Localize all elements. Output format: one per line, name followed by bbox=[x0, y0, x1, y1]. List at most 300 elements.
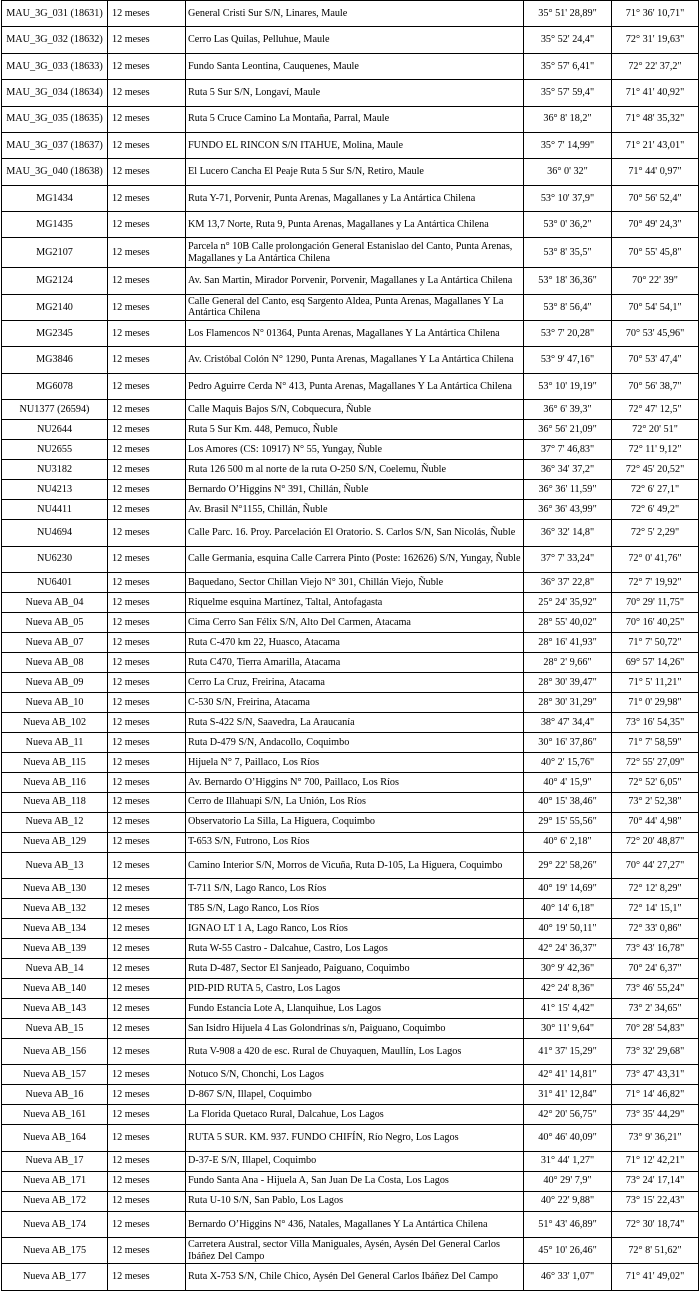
site-id-cell: Nueva AB_171 bbox=[2, 1171, 108, 1191]
longitude-cell: 72° 20' 51" bbox=[612, 420, 699, 440]
period-cell: 12 meses bbox=[108, 572, 186, 592]
address-cell: FUNDO EL RINCON S/N ITAHUE, Molina, Maule bbox=[186, 132, 524, 158]
address-cell: Bernardo O’Higgins N° 436, Natales, Magallanes Y La Antártica Chilena bbox=[186, 1211, 524, 1237]
period-cell: 12 meses bbox=[108, 1, 186, 27]
address-cell: T-653 S/N, Futrono, Los Ríos bbox=[186, 832, 524, 852]
table-row bbox=[2, 500, 699, 520]
table-row bbox=[2, 1038, 699, 1064]
period-cell: 12 meses bbox=[108, 1018, 186, 1038]
site-id-cell: Nueva AB_12 bbox=[2, 812, 108, 832]
longitude-cell: 70° 24' 6,37" bbox=[612, 958, 699, 978]
table-row bbox=[2, 612, 699, 632]
site-id-cell: Nueva AB_129 bbox=[2, 832, 108, 852]
latitude-cell: 53° 10' 37,9" bbox=[524, 185, 612, 211]
table-row bbox=[2, 212, 699, 238]
latitude-cell: 53° 9' 47,16" bbox=[524, 347, 612, 373]
longitude-cell: 70° 54' 54,1" bbox=[612, 294, 699, 320]
table-row bbox=[2, 373, 699, 399]
table-row bbox=[2, 159, 699, 185]
period-cell: 12 meses bbox=[108, 80, 186, 106]
longitude-cell: 72° 7' 19,92" bbox=[612, 572, 699, 592]
address-cell: Ruta C470, Tierra Amarilla, Atacama bbox=[186, 652, 524, 672]
latitude-cell: 46° 33' 1,07" bbox=[524, 1264, 612, 1290]
period-cell: 12 meses bbox=[108, 1105, 186, 1125]
site-id-cell: MG1434 bbox=[2, 185, 108, 211]
table-row bbox=[2, 53, 699, 79]
table-row bbox=[2, 480, 699, 500]
table-row bbox=[2, 440, 699, 460]
address-cell: El Lucero Cancha El Peaje Ruta 5 Sur S/N, Retiro, Maule bbox=[186, 159, 524, 185]
longitude-cell: 73° 15' 22,43" bbox=[612, 1191, 699, 1211]
site-id-cell: Nueva AB_115 bbox=[2, 752, 108, 772]
table-row bbox=[2, 879, 699, 899]
table-row bbox=[2, 520, 699, 546]
latitude-cell: 36° 32' 14,8" bbox=[524, 520, 612, 546]
address-cell: T85 S/N, Lago Ranco, Los Ríos bbox=[186, 899, 524, 919]
latitude-cell: 35° 57' 59,4" bbox=[524, 80, 612, 106]
longitude-cell: 69° 57' 14,26" bbox=[612, 652, 699, 672]
table-row bbox=[2, 1211, 699, 1237]
period-cell: 12 meses bbox=[108, 899, 186, 919]
address-cell: Calle Maquis Bajos S/N, Cobquecura, Ñuble bbox=[186, 400, 524, 420]
address-cell: Cerro La Cruz, Freirina, Atacama bbox=[186, 672, 524, 692]
longitude-cell: 73° 46' 55,24" bbox=[612, 978, 699, 998]
site-id-cell: MG6078 bbox=[2, 373, 108, 399]
address-cell: Fundo Santa Ana - Hijuela A, San Juan De La Costa, Los Lagos bbox=[186, 1171, 524, 1191]
site-id-cell: Nueva AB_156 bbox=[2, 1038, 108, 1064]
site-id-cell: MAU_3G_031 (18631) bbox=[2, 1, 108, 27]
site-id-cell: MG2140 bbox=[2, 294, 108, 320]
longitude-cell: 72° 11' 9,12" bbox=[612, 440, 699, 460]
address-cell: Ruta 5 Sur S/N, Longaví, Maule bbox=[186, 80, 524, 106]
latitude-cell: 29° 22' 58,26" bbox=[524, 852, 612, 878]
address-cell: Ruta D-479 S/N, Andacollo, Coquimbo bbox=[186, 732, 524, 752]
latitude-cell: 42° 24' 8,36" bbox=[524, 978, 612, 998]
latitude-cell: 53° 10' 19,19" bbox=[524, 373, 612, 399]
latitude-cell: 40° 4' 15,9" bbox=[524, 772, 612, 792]
longitude-cell: 71° 21' 43,01" bbox=[612, 132, 699, 158]
longitude-cell: 73° 2' 52,38" bbox=[612, 792, 699, 812]
site-id-cell: MAU_3G_033 (18633) bbox=[2, 53, 108, 79]
period-cell: 12 meses bbox=[108, 1237, 186, 1263]
period-cell: 12 meses bbox=[108, 268, 186, 294]
site-id-cell: NU6401 bbox=[2, 572, 108, 592]
table-row bbox=[2, 268, 699, 294]
period-cell: 12 meses bbox=[108, 712, 186, 732]
site-id-cell: MAU_3G_035 (18635) bbox=[2, 106, 108, 132]
latitude-cell: 36° 36' 43,99" bbox=[524, 500, 612, 520]
longitude-cell: 71° 12' 42,21" bbox=[612, 1151, 699, 1171]
longitude-cell: 72° 31' 19,63" bbox=[612, 27, 699, 53]
longitude-cell: 70° 22' 39" bbox=[612, 268, 699, 294]
period-cell: 12 meses bbox=[108, 692, 186, 712]
site-id-cell: Nueva AB_05 bbox=[2, 612, 108, 632]
latitude-cell: 42° 41' 14,81" bbox=[524, 1065, 612, 1085]
table-row bbox=[2, 592, 699, 612]
address-cell: T-711 S/N, Lago Ranco, Los Ríos bbox=[186, 879, 524, 899]
latitude-cell: 28° 16' 41,93" bbox=[524, 632, 612, 652]
site-id-cell: MAU_3G_034 (18634) bbox=[2, 80, 108, 106]
site-id-cell: MAU_3G_037 (18637) bbox=[2, 132, 108, 158]
period-cell: 12 meses bbox=[108, 792, 186, 812]
site-id-cell: NU3182 bbox=[2, 460, 108, 480]
period-cell: 12 meses bbox=[108, 1065, 186, 1085]
longitude-cell: 70° 28' 54,83" bbox=[612, 1018, 699, 1038]
table-row bbox=[2, 1237, 699, 1263]
latitude-cell: 42° 24' 36,37" bbox=[524, 938, 612, 958]
site-id-cell: Nueva AB_17 bbox=[2, 1151, 108, 1171]
period-cell: 12 meses bbox=[108, 1125, 186, 1151]
address-cell: Los Flamencos N° 01364, Punta Arenas, Magallanes Y La Antártica Chilena bbox=[186, 321, 524, 347]
longitude-cell: 70° 56' 52,4" bbox=[612, 185, 699, 211]
latitude-cell: 30° 11' 9,64" bbox=[524, 1018, 612, 1038]
site-id-cell: Nueva AB_175 bbox=[2, 1237, 108, 1263]
sites-table-body bbox=[2, 1, 699, 1291]
period-cell: 12 meses bbox=[108, 460, 186, 480]
site-id-cell: NU2655 bbox=[2, 440, 108, 460]
latitude-cell: 40° 22' 9,88" bbox=[524, 1191, 612, 1211]
address-cell: Av. San Martin, Mirador Porvenir, Porvenir, Magallanes y La Antártica Chilena bbox=[186, 268, 524, 294]
longitude-cell: 71° 41' 40,92" bbox=[612, 80, 699, 106]
site-id-cell: Nueva AB_10 bbox=[2, 692, 108, 712]
period-cell: 12 meses bbox=[108, 812, 186, 832]
period-cell: 12 meses bbox=[108, 132, 186, 158]
period-cell: 12 meses bbox=[108, 1264, 186, 1290]
address-cell: Hijuela N° 7, Paillaco, Los Ríos bbox=[186, 752, 524, 772]
table-row bbox=[2, 347, 699, 373]
site-id-cell: MG1435 bbox=[2, 212, 108, 238]
latitude-cell: 25° 24' 35,92" bbox=[524, 592, 612, 612]
period-cell: 12 meses bbox=[108, 998, 186, 1018]
latitude-cell: 53° 0' 36,2" bbox=[524, 212, 612, 238]
site-id-cell: Nueva AB_157 bbox=[2, 1065, 108, 1085]
address-cell: RUTA 5 SUR. KM. 937. FUNDO CHIFÍN, Río Negro, Los Lagos bbox=[186, 1125, 524, 1151]
table-row bbox=[2, 572, 699, 592]
latitude-cell: 40° 2' 15,76" bbox=[524, 752, 612, 772]
table-row bbox=[2, 732, 699, 752]
address-cell: Camino Interior S/N, Morros de Vicuña, Ruta D-105, La Higuera, Coquimbo bbox=[186, 852, 524, 878]
period-cell: 12 meses bbox=[108, 185, 186, 211]
latitude-cell: 35° 57' 6,41" bbox=[524, 53, 612, 79]
longitude-cell: 71° 7' 50,72" bbox=[612, 632, 699, 652]
period-cell: 12 meses bbox=[108, 294, 186, 320]
table-row bbox=[2, 1105, 699, 1125]
table-row bbox=[2, 321, 699, 347]
table-row bbox=[2, 752, 699, 772]
period-cell: 12 meses bbox=[108, 1085, 186, 1105]
site-id-cell: Nueva AB_132 bbox=[2, 899, 108, 919]
latitude-cell: 36° 0' 32" bbox=[524, 159, 612, 185]
address-cell: Pedro Aguirre Cerda N° 413, Punta Arenas, Magallanes Y La Antártica Chilena bbox=[186, 373, 524, 399]
table-row bbox=[2, 692, 699, 712]
period-cell: 12 meses bbox=[108, 1151, 186, 1171]
address-cell: Ruta W-55 Castro - Dalcahue, Castro, Los Lagos bbox=[186, 938, 524, 958]
site-id-cell: Nueva AB_118 bbox=[2, 792, 108, 812]
site-id-cell: MG2124 bbox=[2, 268, 108, 294]
latitude-cell: 40° 19' 50,11" bbox=[524, 919, 612, 939]
address-cell: Av. Cristóbal Colón N° 1290, Punta Arenas, Magallanes Y La Antártica Chilena bbox=[186, 347, 524, 373]
address-cell: Observatorio La Silla, La Higuera, Coquimbo bbox=[186, 812, 524, 832]
address-cell: D-867 S/N, Illapel, Coquimbo bbox=[186, 1085, 524, 1105]
period-cell: 12 meses bbox=[108, 53, 186, 79]
site-id-cell: MAU_3G_032 (18632) bbox=[2, 27, 108, 53]
latitude-cell: 28° 30' 39,47" bbox=[524, 672, 612, 692]
site-id-cell: Nueva AB_139 bbox=[2, 938, 108, 958]
latitude-cell: 36° 37' 22,8" bbox=[524, 572, 612, 592]
address-cell: Los Amores (CS: 10917) N° 55, Yungay, Ñuble bbox=[186, 440, 524, 460]
longitude-cell: 70° 16' 40,25" bbox=[612, 612, 699, 632]
longitude-cell: 73° 43' 16,78" bbox=[612, 938, 699, 958]
latitude-cell: 53° 18' 36,36" bbox=[524, 268, 612, 294]
address-cell: KM 13,7 Norte, Ruta 9, Punta Arenas, Magallanes y La Antártica Chilena bbox=[186, 212, 524, 238]
table-row bbox=[2, 852, 699, 878]
site-id-cell: MG2107 bbox=[2, 238, 108, 268]
site-id-cell: Nueva AB_143 bbox=[2, 998, 108, 1018]
address-cell: Ruta V-908 a 420 de esc. Rural de Chuyaquen, Maullín, Los Lagos bbox=[186, 1038, 524, 1064]
latitude-cell: 40° 14' 6,18" bbox=[524, 899, 612, 919]
period-cell: 12 meses bbox=[108, 1211, 186, 1237]
longitude-cell: 72° 5' 2,29" bbox=[612, 520, 699, 546]
latitude-cell: 41° 37' 15,29" bbox=[524, 1038, 612, 1064]
longitude-cell: 71° 48' 35,32" bbox=[612, 106, 699, 132]
table-row bbox=[2, 938, 699, 958]
latitude-cell: 28° 2' 9,66" bbox=[524, 652, 612, 672]
address-cell: Av. Brasil N°1155, Chillán, Ñuble bbox=[186, 500, 524, 520]
address-cell: Carretera Austral, sector Villa Maniguales, Aysén, Aysén Del General Carlos Ibáñez Del Campo bbox=[186, 1237, 524, 1263]
site-id-cell: MAU_3G_040 (18638) bbox=[2, 159, 108, 185]
period-cell: 12 meses bbox=[108, 592, 186, 612]
table-row bbox=[2, 400, 699, 420]
table-row bbox=[2, 958, 699, 978]
longitude-cell: 71° 36' 10,71" bbox=[612, 1, 699, 27]
longitude-cell: 73° 9' 36,21" bbox=[612, 1125, 699, 1151]
period-cell: 12 meses bbox=[108, 752, 186, 772]
site-id-cell: Nueva AB_161 bbox=[2, 1105, 108, 1125]
period-cell: 12 meses bbox=[108, 238, 186, 268]
address-cell: Ruta 126 500 m al norte de la ruta O-250 S/N, Coelemu, Ñuble bbox=[186, 460, 524, 480]
table-row bbox=[2, 238, 699, 268]
longitude-cell: 70° 29' 11,75" bbox=[612, 592, 699, 612]
table-row bbox=[2, 1151, 699, 1171]
period-cell: 12 meses bbox=[108, 958, 186, 978]
site-id-cell: NU6230 bbox=[2, 546, 108, 572]
longitude-cell: 72° 33' 0,86" bbox=[612, 919, 699, 939]
latitude-cell: 40° 6' 2,18" bbox=[524, 832, 612, 852]
site-id-cell: Nueva AB_09 bbox=[2, 672, 108, 692]
latitude-cell: 37° 7' 46,83" bbox=[524, 440, 612, 460]
address-cell: Calle Germania, esquina Calle Carrera Pinto (Poste: 162626) S/N, Yungay, Ñuble bbox=[186, 546, 524, 572]
address-cell: San Isidro Hijuela 4 Las Golondrinas s/n, Paiguano, Coquimbo bbox=[186, 1018, 524, 1038]
latitude-cell: 36° 56' 21,09" bbox=[524, 420, 612, 440]
address-cell: Ruta C-470 km 22, Huasco, Atacama bbox=[186, 632, 524, 652]
site-id-cell: NU4411 bbox=[2, 500, 108, 520]
address-cell: Ruta 5 Sur Km. 448, Pemuco, Ñuble bbox=[186, 420, 524, 440]
site-id-cell: Nueva AB_14 bbox=[2, 958, 108, 978]
period-cell: 12 meses bbox=[108, 373, 186, 399]
period-cell: 12 meses bbox=[108, 400, 186, 420]
longitude-cell: 72° 52' 6,05" bbox=[612, 772, 699, 792]
period-cell: 12 meses bbox=[108, 772, 186, 792]
period-cell: 12 meses bbox=[108, 546, 186, 572]
address-cell: C-530 S/N, Freirina, Atacama bbox=[186, 692, 524, 712]
table-row bbox=[2, 460, 699, 480]
latitude-cell: 31° 44' 1,27" bbox=[524, 1151, 612, 1171]
table-row bbox=[2, 772, 699, 792]
latitude-cell: 40° 19' 14,69" bbox=[524, 879, 612, 899]
site-id-cell: NU4694 bbox=[2, 520, 108, 546]
longitude-cell: 72° 22' 37,2" bbox=[612, 53, 699, 79]
period-cell: 12 meses bbox=[108, 938, 186, 958]
longitude-cell: 73° 32' 29,68" bbox=[612, 1038, 699, 1064]
period-cell: 12 meses bbox=[108, 500, 186, 520]
table-row bbox=[2, 812, 699, 832]
latitude-cell: 31° 41' 12,84" bbox=[524, 1085, 612, 1105]
table-row bbox=[2, 1085, 699, 1105]
period-cell: 12 meses bbox=[108, 852, 186, 878]
latitude-cell: 40° 46' 40,09" bbox=[524, 1125, 612, 1151]
longitude-cell: 70° 49' 24,3" bbox=[612, 212, 699, 238]
site-id-cell: Nueva AB_102 bbox=[2, 712, 108, 732]
longitude-cell: 70° 53' 45,96" bbox=[612, 321, 699, 347]
latitude-cell: 45° 10' 26,46" bbox=[524, 1237, 612, 1263]
period-cell: 12 meses bbox=[108, 159, 186, 185]
longitude-cell: 71° 44' 0,97" bbox=[612, 159, 699, 185]
site-id-cell: Nueva AB_04 bbox=[2, 592, 108, 612]
site-id-cell: NU4213 bbox=[2, 480, 108, 500]
longitude-cell: 70° 56' 38,7" bbox=[612, 373, 699, 399]
longitude-cell: 72° 55' 27,09" bbox=[612, 752, 699, 772]
latitude-cell: 36° 36' 11,59" bbox=[524, 480, 612, 500]
site-id-cell: Nueva AB_174 bbox=[2, 1211, 108, 1237]
longitude-cell: 72° 45' 20,52" bbox=[612, 460, 699, 480]
site-id-cell: Nueva AB_177 bbox=[2, 1264, 108, 1290]
address-cell: D-37-E S/N, Illapel, Coquimbo bbox=[186, 1151, 524, 1171]
site-id-cell: Nueva AB_116 bbox=[2, 772, 108, 792]
latitude-cell: 30° 9' 42,36" bbox=[524, 958, 612, 978]
period-cell: 12 meses bbox=[108, 978, 186, 998]
table-row bbox=[2, 652, 699, 672]
longitude-cell: 72° 47' 12,5" bbox=[612, 400, 699, 420]
sites-table bbox=[1, 0, 699, 1291]
longitude-cell: 71° 5' 11,21" bbox=[612, 672, 699, 692]
longitude-cell: 71° 0' 29,98" bbox=[612, 692, 699, 712]
site-id-cell: Nueva AB_130 bbox=[2, 879, 108, 899]
longitude-cell: 70° 55' 45,8" bbox=[612, 238, 699, 268]
period-cell: 12 meses bbox=[108, 632, 186, 652]
longitude-cell: 72° 30' 18,74" bbox=[612, 1211, 699, 1237]
table-row bbox=[2, 792, 699, 812]
longitude-cell: 72° 12' 8,29" bbox=[612, 879, 699, 899]
latitude-cell: 30° 16' 37,86" bbox=[524, 732, 612, 752]
latitude-cell: 36° 6' 39,3" bbox=[524, 400, 612, 420]
address-cell: Fundo Santa Leontina, Cauquenes, Maule bbox=[186, 53, 524, 79]
table-row bbox=[2, 1018, 699, 1038]
table-row bbox=[2, 185, 699, 211]
longitude-cell: 72° 6' 49,2" bbox=[612, 500, 699, 520]
table-row bbox=[2, 1125, 699, 1151]
site-id-cell: Nueva AB_164 bbox=[2, 1125, 108, 1151]
latitude-cell: 53° 7' 20,28" bbox=[524, 321, 612, 347]
period-cell: 12 meses bbox=[108, 347, 186, 373]
site-id-cell: Nueva AB_172 bbox=[2, 1191, 108, 1211]
latitude-cell: 35° 52' 24,4" bbox=[524, 27, 612, 53]
address-cell: Ruta D-487, Sector El Sanjeado, Paiguano, Coquimbo bbox=[186, 958, 524, 978]
period-cell: 12 meses bbox=[108, 672, 186, 692]
address-cell: Ruta Y-71, Porvenir, Punta Arenas, Magallanes y La Antártica Chilena bbox=[186, 185, 524, 211]
longitude-cell: 71° 7' 58,59" bbox=[612, 732, 699, 752]
address-cell: Fundo Estancia Lote A, Llanquihue, Los Lagos bbox=[186, 998, 524, 1018]
period-cell: 12 meses bbox=[108, 612, 186, 632]
address-cell: IGNAO LT 1 A, Lago Ranco, Los Ríos bbox=[186, 919, 524, 939]
table-row bbox=[2, 672, 699, 692]
longitude-cell: 71° 41' 49,02" bbox=[612, 1264, 699, 1290]
address-cell: Cima Cerro San Félix S/N, Alto Del Carmen, Atacama bbox=[186, 612, 524, 632]
table-row bbox=[2, 420, 699, 440]
site-id-cell: Nueva AB_13 bbox=[2, 852, 108, 878]
address-cell: Cerro Las Quilas, Pelluhue, Maule bbox=[186, 27, 524, 53]
site-id-cell: Nueva AB_11 bbox=[2, 732, 108, 752]
address-cell: Baquedano, Sector Chillan Viejo N° 301, Chillán Viejo, Ñuble bbox=[186, 572, 524, 592]
latitude-cell: 40° 15' 38,46" bbox=[524, 792, 612, 812]
latitude-cell: 41° 15' 4,42" bbox=[524, 998, 612, 1018]
address-cell: Ruta S-422 S/N, Saavedra, La Araucanía bbox=[186, 712, 524, 732]
address-cell: La Florida Quetaco Rural, Dalcahue, Los Lagos bbox=[186, 1105, 524, 1125]
table-row bbox=[2, 712, 699, 732]
table-row bbox=[2, 632, 699, 652]
table-row bbox=[2, 27, 699, 53]
table-row bbox=[2, 978, 699, 998]
table-row bbox=[2, 546, 699, 572]
period-cell: 12 meses bbox=[108, 919, 186, 939]
table-row bbox=[2, 998, 699, 1018]
period-cell: 12 meses bbox=[108, 732, 186, 752]
address-cell: Notuco S/N, Chonchi, Los Lagos bbox=[186, 1065, 524, 1085]
period-cell: 12 meses bbox=[108, 420, 186, 440]
table-row bbox=[2, 294, 699, 320]
period-cell: 12 meses bbox=[108, 652, 186, 672]
period-cell: 12 meses bbox=[108, 321, 186, 347]
period-cell: 12 meses bbox=[108, 480, 186, 500]
longitude-cell: 73° 2' 34,65" bbox=[612, 998, 699, 1018]
site-id-cell: Nueva AB_134 bbox=[2, 919, 108, 939]
table-row bbox=[2, 832, 699, 852]
table-row bbox=[2, 1264, 699, 1290]
latitude-cell: 28° 30' 31,29" bbox=[524, 692, 612, 712]
site-id-cell: Nueva AB_15 bbox=[2, 1018, 108, 1038]
latitude-cell: 29° 15' 55,56" bbox=[524, 812, 612, 832]
address-cell: Ruta X-753 S/N, Chile Chico, Aysén Del General Carlos Ibáñez Del Campo bbox=[186, 1264, 524, 1290]
longitude-cell: 70° 44' 27,27" bbox=[612, 852, 699, 878]
latitude-cell: 28° 55' 40,02" bbox=[524, 612, 612, 632]
address-cell: Bernardo O’Higgins N° 391, Chillán, Ñuble bbox=[186, 480, 524, 500]
latitude-cell: 51° 43' 46,89" bbox=[524, 1211, 612, 1237]
latitude-cell: 35° 51' 28,89" bbox=[524, 1, 612, 27]
longitude-cell: 73° 35' 44,29" bbox=[612, 1105, 699, 1125]
site-id-cell: Nueva AB_16 bbox=[2, 1085, 108, 1105]
longitude-cell: 72° 0' 41,76" bbox=[612, 546, 699, 572]
site-id-cell: Nueva AB_07 bbox=[2, 632, 108, 652]
table-row bbox=[2, 899, 699, 919]
table-row bbox=[2, 106, 699, 132]
table-row bbox=[2, 1, 699, 27]
longitude-cell: 72° 8' 51,62" bbox=[612, 1237, 699, 1263]
address-cell: Parcela n° 10B Calle prolongación General Estanislao del Canto, Punta Arenas, Magallanes y La Antártica Chilena bbox=[186, 238, 524, 268]
table-row bbox=[2, 919, 699, 939]
table-row bbox=[2, 132, 699, 158]
latitude-cell: 35° 7' 14,99" bbox=[524, 132, 612, 158]
longitude-cell: 70° 44' 4,98" bbox=[612, 812, 699, 832]
address-cell: Ruta 5 Cruce Camino La Montaña, Parral, Maule bbox=[186, 106, 524, 132]
